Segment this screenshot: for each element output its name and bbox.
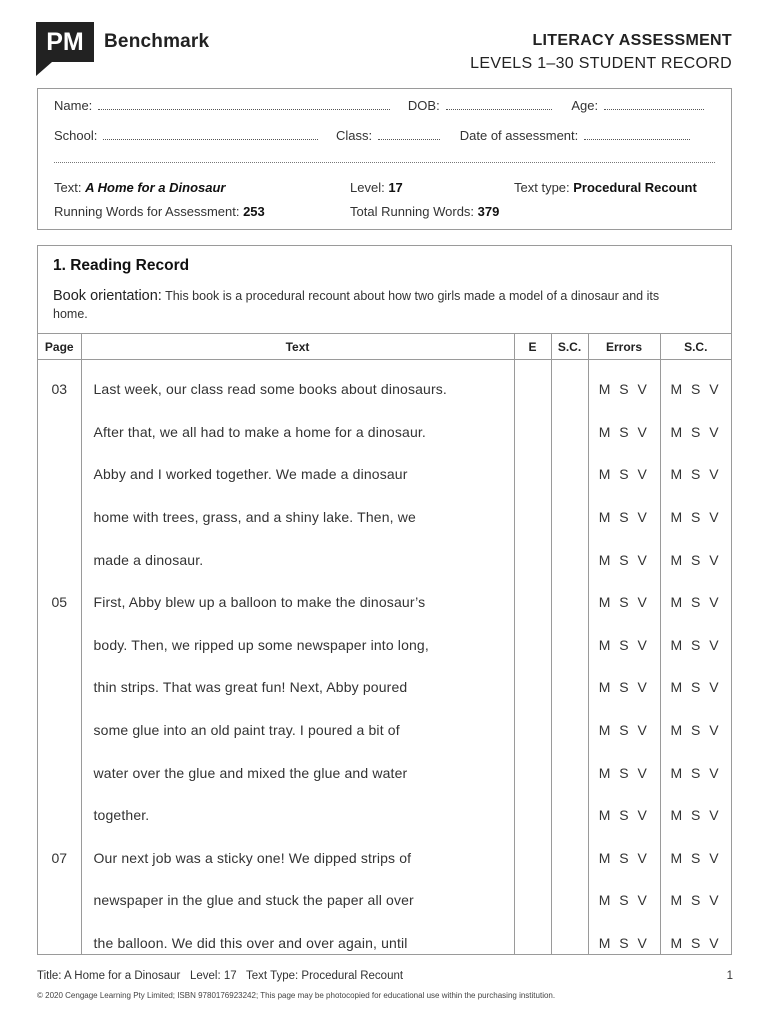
errors-msv-cell[interactable]: M S V [588,411,660,454]
total-running-words-value: 379 [477,204,500,219]
text-cell: some glue into an old paint tray. I poured a bit of [81,709,514,752]
sc-msv-cell[interactable]: M S V [660,538,731,581]
table-row [38,751,731,794]
sc-msv-cell[interactable]: M S V [660,709,731,752]
sc-cell[interactable] [551,879,588,922]
sc-msv-cell[interactable]: M S V [660,411,731,454]
e-cell[interactable] [514,794,551,837]
student-info-box [37,88,732,230]
footer-info: Title: A Home for a Dinosaur Level: 17 Text Type: Procedural Recount [37,970,404,982]
document-subtitle: LEVELS 1–30 STUDENT RECORD [470,55,732,72]
name-row [54,98,704,113]
total-running-words-info [350,204,499,219]
book-orientation [53,287,693,323]
page-cell [38,624,81,667]
table-header-row [38,334,731,360]
running-words-value: 253 [243,204,265,219]
page-cell [38,496,81,539]
page-cell: 05 [38,581,81,624]
date-label: Date of assessment: [459,128,579,143]
table-row [38,581,731,624]
table-row [38,879,731,922]
table-row [38,794,731,837]
col-header-e: E [514,334,551,360]
sc-msv-cell[interactable]: M S V [660,922,731,955]
sc-cell[interactable] [551,751,588,794]
text-type-label: Text type: [514,180,570,195]
divider [54,162,715,163]
text-type-info [514,180,697,195]
sc-cell[interactable] [551,581,588,624]
page-number: 1 [726,970,733,982]
sc-cell[interactable] [551,624,588,667]
table-row [38,666,731,709]
sc-cell[interactable] [551,794,588,837]
sc-cell[interactable] [551,666,588,709]
errors-msv-cell[interactable]: M S V [588,922,660,955]
orientation-label: Book orientation: [53,288,162,304]
sc-cell[interactable] [551,837,588,880]
page-cell [38,709,81,752]
col-header-errors: Errors [588,334,660,360]
e-cell[interactable] [514,751,551,794]
level-info [350,180,403,195]
e-cell[interactable] [514,496,551,539]
page-cell [38,411,81,454]
document-title: LITERACY ASSESSMENT [532,32,732,49]
table-row [38,624,731,667]
table-row [38,538,731,581]
sc-msv-cell[interactable]: M S V [660,581,731,624]
level-label: Level: [350,180,385,195]
errors-msv-cell[interactable]: M S V [588,453,660,496]
pm-logo-badge [36,22,94,76]
page-cell [38,922,81,955]
orientation-text: This book is a procedural recount about how two girls made a model of a dinosaur and its home. [53,289,660,321]
page-cell [38,751,81,794]
table-row [38,411,731,454]
page-cell [38,538,81,581]
name-field[interactable] [98,108,390,110]
reading-record-section [37,245,732,955]
e-cell[interactable] [514,709,551,752]
e-cell[interactable] [514,922,551,955]
sc-cell[interactable] [551,496,588,539]
col-header-text: Text [81,334,514,360]
sc-cell[interactable] [551,538,588,581]
errors-msv-cell[interactable]: M S V [588,751,660,794]
errors-msv-cell[interactable]: M S V [588,624,660,667]
page-cell [38,879,81,922]
sc-msv-cell[interactable]: M S V [660,624,731,667]
text-cell: together. [81,794,514,837]
running-words-info [54,204,265,219]
table-row [38,496,731,539]
logo-text: PM [46,28,84,56]
e-cell[interactable] [514,411,551,454]
text-cell: Last week, our class read some books about dinosaurs. [81,360,514,411]
date-field[interactable] [584,138,690,140]
text-cell: thin strips. That was great fun! Next, Abby poured [81,666,514,709]
sc-msv-cell[interactable]: M S V [660,453,731,496]
page-cell [38,666,81,709]
e-cell[interactable] [514,538,551,581]
reading-record-table [38,333,731,955]
page-cell: 03 [38,360,81,411]
e-cell[interactable] [514,666,551,709]
e-cell[interactable] [514,837,551,880]
copyright-notice: © 2020 Cengage Learning Pty Limited; ISBN 9780176923242; This page may be photocopied for educational use within the purchasing institution. [37,991,556,1000]
school-label: School: [54,128,98,143]
text-cell: After that, we all had to make a home for a dinosaur. [81,411,514,454]
errors-msv-cell[interactable]: M S V [588,360,660,411]
errors-msv-cell[interactable]: M S V [588,581,660,624]
errors-msv-cell[interactable]: M S V [588,666,660,709]
age-label: Age: [571,98,599,113]
errors-msv-cell[interactable]: M S V [588,837,660,880]
sc-msv-cell[interactable]: M S V [660,496,731,539]
dob-field[interactable] [446,108,552,110]
sc-cell[interactable] [551,709,588,752]
sc-msv-cell[interactable]: M S V [660,666,731,709]
sc-msv-cell[interactable]: M S V [660,360,731,411]
class-label: Class: [336,128,373,143]
text-cell: First, Abby blew up a balloon to make the dinosaur’s [81,581,514,624]
brand-name: Benchmark [104,31,210,52]
sc-cell[interactable] [551,922,588,955]
page-cell [38,453,81,496]
text-cell: water over the glue and mixed the glue and water [81,751,514,794]
text-type-value: Procedural Recount [573,180,697,195]
e-cell[interactable] [514,879,551,922]
sc-msv-cell[interactable]: M S V [660,879,731,922]
dob-label: DOB: [407,98,440,113]
section-title: 1. Reading Record [53,257,190,274]
level-value: 17 [388,180,403,195]
col-header-sc: S.C. [551,334,588,360]
e-cell[interactable] [514,360,551,411]
text-cell: body. Then, we ripped up some newspaper into long, [81,624,514,667]
page-cell: 07 [38,837,81,880]
text-cell: newspaper in the glue and stuck the paper all over [81,879,514,922]
running-words-label: Running Words for Assessment: [54,204,240,219]
table-row [38,360,731,411]
errors-msv-cell[interactable]: M S V [588,709,660,752]
errors-msv-cell[interactable]: M S V [588,496,660,539]
sc-msv-cell[interactable]: M S V [660,837,731,880]
col-header-sc-msv: S.C. [660,334,731,360]
errors-msv-cell[interactable]: M S V [588,538,660,581]
total-running-words-label: Total Running Words: [350,204,475,219]
e-cell[interactable] [514,624,551,667]
text-cell: the balloon. We did this over and over again, until [81,922,514,955]
table-row [38,453,731,496]
table-row [38,837,731,880]
school-row [54,128,690,143]
page-cell [38,794,81,837]
text-cell: made a dinosaur. [81,538,514,581]
sc-cell[interactable] [551,411,588,454]
text-cell: Our next job was a sticky one! We dipped strips of [81,837,514,880]
sc-msv-cell[interactable]: M S V [660,751,731,794]
sc-cell[interactable] [551,453,588,496]
table-row [38,709,731,752]
text-title-value: A Home for a Dinosaur [85,180,226,195]
e-cell[interactable] [514,581,551,624]
e-cell[interactable] [514,453,551,496]
name-label: Name: [54,98,93,113]
sc-cell[interactable] [551,360,588,411]
errors-msv-cell[interactable]: M S V [588,794,660,837]
sc-msv-cell[interactable]: M S V [660,794,731,837]
text-cell: home with trees, grass, and a shiny lake. Then, we [81,496,514,539]
table-row [38,922,731,955]
age-field[interactable] [604,108,704,110]
col-header-page: Page [38,334,81,360]
text-cell: Abby and I worked together. We made a dinosaur [81,453,514,496]
school-field[interactable] [103,138,318,140]
class-field[interactable] [378,138,440,140]
text-info [54,180,225,195]
errors-msv-cell[interactable]: M S V [588,879,660,922]
text-label: Text: [54,180,82,195]
